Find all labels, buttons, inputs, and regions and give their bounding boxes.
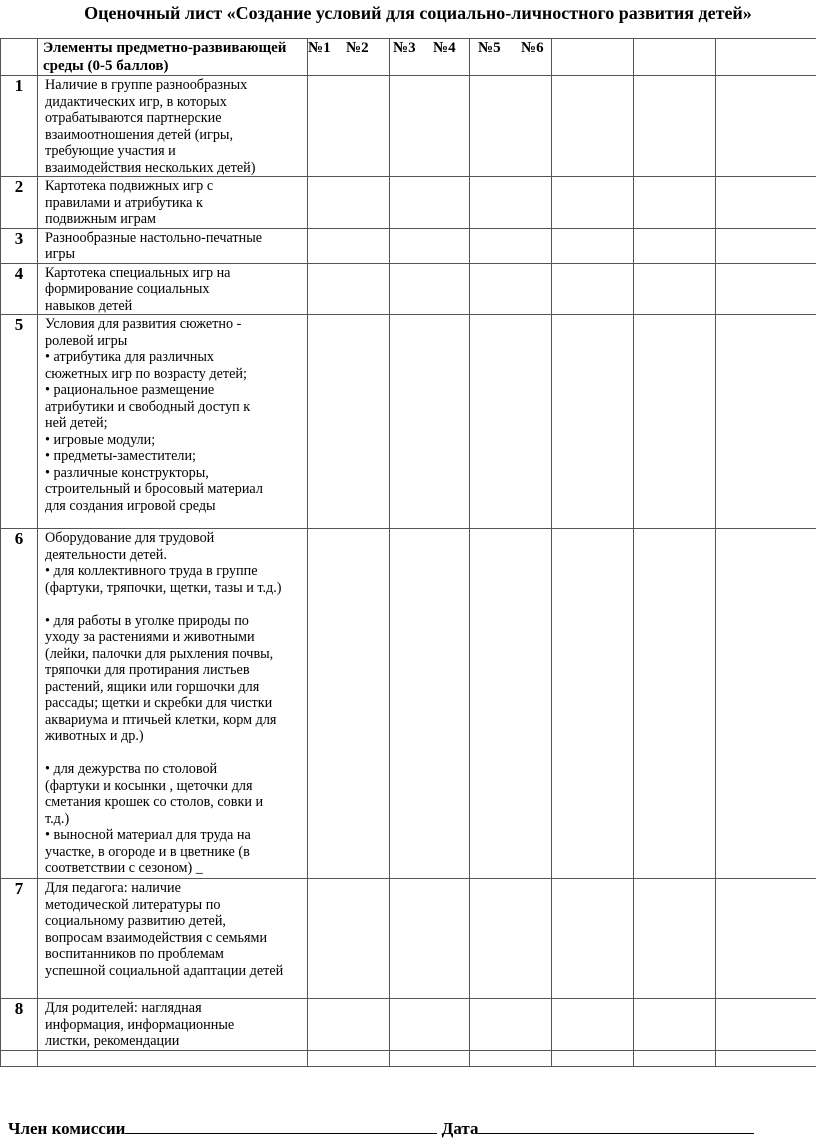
- table-row: [1, 315, 816, 529]
- criterion-line: дидактических игр, в которых: [45, 93, 227, 110]
- criterion-line: социальному развитию детей,: [45, 913, 226, 929]
- score-cell[interactable]: [634, 315, 716, 529]
- score-cell[interactable]: [634, 529, 716, 879]
- row-number: 3: [1, 228, 38, 263]
- empty-header-cell: [634, 39, 716, 76]
- criterion-line: (лейки, палочки для рыхления почвы,: [45, 645, 274, 662]
- criterion-line: деятельности детей.: [45, 546, 167, 563]
- column-header-2: №2: [346, 40, 369, 56]
- score-cell[interactable]: [308, 879, 390, 999]
- column-header-cell: [470, 39, 552, 76]
- page-title: Оценочный лист «Создание условий для социально-личностного развития детей»: [84, 3, 752, 23]
- score-cell[interactable]: [470, 228, 552, 263]
- criterion-line: успешной социальной адаптации детей: [45, 962, 284, 979]
- column-header-6: №6: [521, 40, 544, 56]
- criterion-line: сметания крошек со столов, совки и: [45, 794, 264, 810]
- signature-footer: [8, 1118, 754, 1139]
- score-cell[interactable]: [470, 177, 552, 229]
- score-cell[interactable]: [552, 1050, 634, 1066]
- criterion-line: • атрибутика для различных: [45, 349, 214, 365]
- criterion-line: для создания игровой среды: [45, 497, 216, 514]
- criterion-line: листки, рекомендации: [45, 1033, 180, 1049]
- criterion-line: взаимодействия нескольких детей): [45, 159, 256, 176]
- empty-header-cell: [552, 39, 634, 76]
- criterion-line: животных и др.): [45, 728, 144, 744]
- criterion-line: Оборудование для трудовой: [45, 530, 215, 546]
- criterion-line: • рациональное размещение: [45, 382, 215, 398]
- score-cell[interactable]: [390, 315, 470, 529]
- criterion-line: тряпочки для протирания листьев: [45, 662, 250, 678]
- score-cell[interactable]: [716, 76, 816, 177]
- score-cell[interactable]: [308, 76, 390, 177]
- criterion-line: • для работы в уголке природы по: [45, 612, 249, 629]
- criterion-line: рассады; щетки и скребки для чистки: [45, 695, 273, 711]
- score-cell[interactable]: [470, 879, 552, 999]
- criterion-line: • предметы-заместители;: [45, 448, 196, 464]
- commission-member-signature-line[interactable]: [125, 1118, 437, 1134]
- elements-header-line-1: Элементы предметно-развивающей: [43, 40, 287, 56]
- evaluation-table: [0, 38, 816, 1067]
- score-cell[interactable]: [716, 999, 816, 1051]
- criterion-line: Наличие в группе разнообразных: [45, 77, 248, 93]
- table-row: [1, 76, 816, 177]
- criterion-text: [38, 263, 308, 315]
- header-num-cell: [1, 39, 38, 76]
- criterion-line: • игровые модули;: [45, 431, 156, 448]
- score-cell[interactable]: [716, 228, 816, 263]
- criterion-line: [45, 596, 307, 613]
- score-cell[interactable]: [390, 999, 470, 1051]
- criterion-line: строительный и бросовый материал: [45, 481, 263, 497]
- criterion-line: ней детей;: [45, 415, 108, 431]
- criterion-text: [38, 315, 308, 529]
- date-signature-line[interactable]: [478, 1118, 754, 1134]
- criterion-line: Для родителей: наглядная: [45, 1000, 202, 1016]
- score-cell[interactable]: [716, 177, 816, 229]
- elements-column-header: [38, 39, 308, 76]
- score-cell[interactable]: [470, 999, 552, 1051]
- score-cell[interactable]: [634, 76, 716, 177]
- criterion-line: подвижным играм: [45, 211, 157, 227]
- criterion-text: [38, 228, 308, 263]
- table-row: [1, 177, 816, 229]
- table-row: [1, 263, 816, 315]
- column-header-cell: [390, 39, 470, 76]
- score-cell[interactable]: [634, 263, 716, 315]
- row-number: 1: [1, 76, 38, 177]
- score-cell[interactable]: [552, 999, 634, 1051]
- score-columns-header: [308, 39, 390, 76]
- score-cell[interactable]: [716, 1050, 816, 1066]
- criterion-line: Для педагога: наличие: [45, 880, 181, 896]
- score-cell[interactable]: [716, 879, 816, 999]
- column-header-5: №5: [478, 40, 501, 56]
- score-cell[interactable]: [390, 263, 470, 315]
- score-cell[interactable]: [470, 76, 552, 177]
- criterion-line: [45, 745, 307, 762]
- score-cell[interactable]: [552, 177, 634, 229]
- date-label: Дата: [441, 1119, 479, 1138]
- criterion-line: • выносной материал для труда на: [45, 827, 251, 843]
- criterion-text: [38, 879, 308, 999]
- table-row: [1, 529, 816, 879]
- criterion-line: Картотека подвижных игр с: [45, 178, 214, 194]
- criterion-line: воспитанников по проблемам: [45, 946, 224, 962]
- score-cell[interactable]: [308, 228, 390, 263]
- score-cell[interactable]: [552, 263, 634, 315]
- criterion-text: [38, 76, 308, 177]
- criterion-line: требующие участия и: [45, 143, 176, 159]
- criterion-line: • для коллективного труда в группе: [45, 563, 258, 579]
- column-header-4: №4: [433, 40, 456, 56]
- criterion-line: растений, ящики или горшочки для: [45, 678, 260, 695]
- criterion-line: вопросам взаимодействия с семьями: [45, 929, 268, 946]
- score-cell[interactable]: [552, 76, 634, 177]
- score-cell[interactable]: [390, 1050, 470, 1066]
- score-cell[interactable]: [390, 228, 470, 263]
- criterion-line: формирование социальных: [45, 281, 210, 297]
- criterion-line: (фартуки, тряпочки, щетки, тазы и т.д.): [45, 579, 282, 596]
- table-row: [1, 999, 816, 1051]
- score-cell[interactable]: [634, 879, 716, 999]
- criterion-line: участке, в огороде и в цветнике (в: [45, 843, 250, 860]
- score-cell[interactable]: [716, 263, 816, 315]
- criterion-line: взаимоотношения детей (игры,: [45, 126, 233, 143]
- criterion-line: уходу за растениями и животными: [45, 629, 255, 645]
- score-cell[interactable]: [716, 529, 816, 879]
- row-number: 7: [1, 879, 38, 999]
- criterion-line: (фартуки и косынки , щеточки для: [45, 777, 253, 794]
- row-number: 8: [1, 999, 38, 1051]
- criterion-line: правилами и атрибутика к: [45, 194, 203, 211]
- criterion-line: ролевой игры: [45, 332, 128, 349]
- score-cell[interactable]: [634, 1050, 716, 1066]
- table-row: [1, 228, 816, 263]
- score-cell[interactable]: [308, 315, 390, 529]
- score-cell[interactable]: [390, 76, 470, 177]
- criterion-line: • различные конструкторы,: [45, 464, 209, 481]
- criterion-line: методической литературы по: [45, 896, 221, 913]
- score-cell[interactable]: [308, 1050, 390, 1066]
- table-row: [1, 1050, 816, 1066]
- score-cell[interactable]: [634, 177, 716, 229]
- score-cell[interactable]: [552, 529, 634, 879]
- column-header-1: №1: [308, 40, 331, 56]
- score-cell[interactable]: [470, 529, 552, 879]
- row-number: 4: [1, 263, 38, 315]
- score-cell[interactable]: [552, 228, 634, 263]
- criterion-text: [38, 999, 308, 1051]
- criterion-line: информация, информационные: [45, 1016, 235, 1033]
- row-number: 6: [1, 529, 38, 879]
- criterion-line: соответствии с сезоном) _: [45, 860, 203, 876]
- criterion-line: игры: [45, 246, 76, 262]
- row-number: [1, 1050, 38, 1066]
- criterion-text: [38, 177, 308, 229]
- row-number: 2: [1, 177, 38, 229]
- criterion-line: • для дежурства по столовой: [45, 761, 218, 777]
- row-number: 5: [1, 315, 38, 529]
- score-cell[interactable]: [308, 263, 390, 315]
- score-cell[interactable]: [634, 999, 716, 1051]
- criterion-line: Условия для развития сюжетно -: [45, 316, 242, 332]
- table-header-row: [1, 39, 816, 76]
- score-cell[interactable]: [390, 879, 470, 999]
- criterion-text: [38, 1050, 308, 1066]
- score-cell[interactable]: [390, 177, 470, 229]
- score-cell[interactable]: [552, 879, 634, 999]
- criterion-line: навыков детей: [45, 297, 133, 314]
- score-cell[interactable]: [308, 529, 390, 879]
- score-cell[interactable]: [308, 177, 390, 229]
- score-cell[interactable]: [390, 529, 470, 879]
- table-row: [1, 879, 816, 999]
- criterion-line: отрабатываются партнерские: [45, 110, 222, 126]
- score-cell[interactable]: [552, 315, 634, 529]
- criterion-line: Картотека специальных игр на: [45, 264, 231, 281]
- elements-header-line-2: среды (0-5 баллов): [43, 58, 169, 74]
- column-header-3: №3: [393, 40, 416, 56]
- score-cell[interactable]: [470, 263, 552, 315]
- criterion-line: сюжетных игр по возрасту детей;: [45, 365, 247, 382]
- criterion-line: атрибутики и свободный доступ к: [45, 398, 251, 415]
- empty-header-cell: [716, 39, 816, 76]
- score-cell[interactable]: [308, 999, 390, 1051]
- score-cell[interactable]: [634, 228, 716, 263]
- criterion-text: [38, 529, 308, 879]
- criterion-line: Разнообразные настольно-печатные: [45, 229, 263, 246]
- commission-member-label: Член комиссии: [8, 1119, 126, 1138]
- criterion-line: т.д.): [45, 810, 70, 827]
- score-cell[interactable]: [716, 315, 816, 529]
- score-cell[interactable]: [470, 315, 552, 529]
- criterion-line: аквариума и птичьей клетки, корм для: [45, 711, 277, 728]
- score-cell[interactable]: [470, 1050, 552, 1066]
